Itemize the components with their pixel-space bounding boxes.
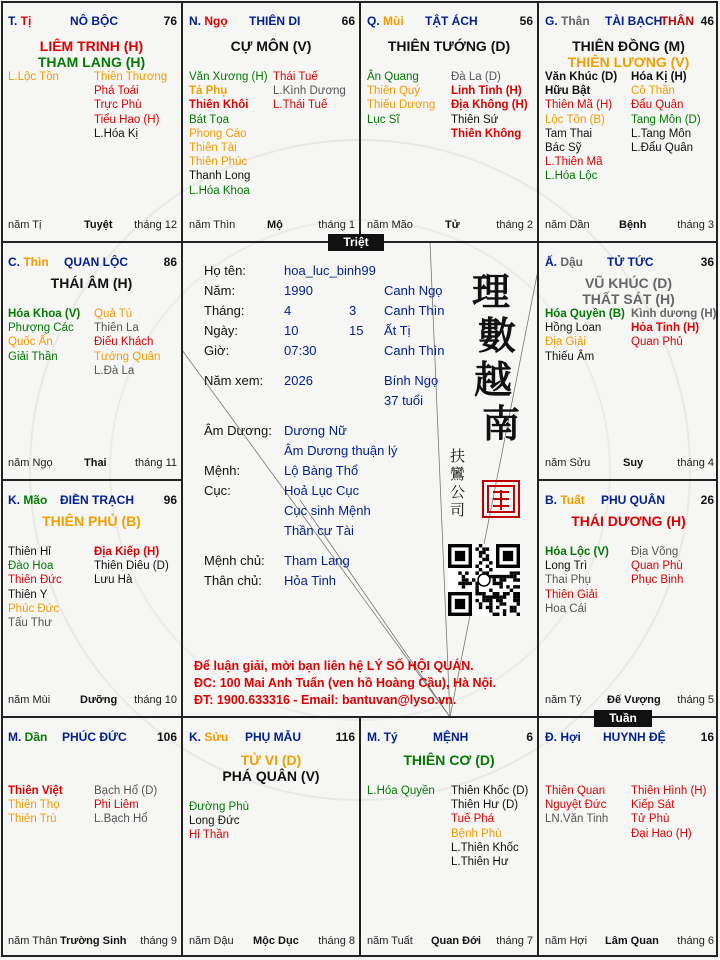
gio-label: Giờ: xyxy=(204,343,230,358)
minor-star: L.Hóa Quyền xyxy=(367,785,435,797)
minor-star: L.Kình Dương xyxy=(273,85,346,98)
center-info-panel xyxy=(182,242,538,717)
age-number: 46 xyxy=(700,14,714,28)
menh-value: Lộ Bàng Thổ xyxy=(284,463,359,478)
palace-position: M. Dần xyxy=(8,730,48,744)
year-label: năm Thìn xyxy=(189,219,236,231)
minor-stars-right xyxy=(451,784,528,869)
palace-header xyxy=(8,730,177,746)
triet-tag: Triệt xyxy=(328,234,384,251)
palace-name: QUAN LỘC xyxy=(64,255,128,269)
minor-star: Đào Hoa xyxy=(8,560,54,573)
palace-header xyxy=(367,730,533,746)
ngay-label: Ngày: xyxy=(204,323,238,338)
callig-char: 越 xyxy=(474,357,513,402)
tuan-tag: Tuần xyxy=(594,710,652,727)
palace-cell[interactable] xyxy=(2,243,181,479)
qr-pattern xyxy=(448,544,520,616)
minor-star: Quan Phù xyxy=(631,560,683,573)
minor-star: Thiên Đức xyxy=(8,574,62,587)
minor-star: L.Thiên Hư xyxy=(451,856,509,869)
minor-stars-right xyxy=(273,70,346,113)
main-star: CỰ MÔN (V) xyxy=(230,38,312,54)
month-label: tháng 2 xyxy=(496,219,533,231)
minor-star: Long Đức xyxy=(189,815,240,828)
month-label: tháng 9 xyxy=(140,935,177,947)
palace-footer xyxy=(545,457,714,471)
main-star: THIÊN CƠ (D) xyxy=(403,752,495,768)
main-star: LIÊM TRINH (H) xyxy=(39,38,144,54)
minor-star: Thiên Quý xyxy=(367,85,421,98)
life-stage: Mộ xyxy=(267,219,283,231)
palace-cell[interactable] xyxy=(539,481,718,716)
age-number: 66 xyxy=(341,14,355,28)
month-label: tháng 7 xyxy=(496,935,533,947)
life-stage: Lâm Quan xyxy=(605,935,659,947)
ho-ten-value: hoa_luc_binh99 xyxy=(284,263,376,278)
age-number: 26 xyxy=(700,493,714,507)
main-star: THAM LANG (H) xyxy=(37,54,146,70)
thang-am: 3 xyxy=(349,303,357,318)
minor-stars-left xyxy=(545,70,617,184)
palace-name: PHÚC ĐỨC xyxy=(62,730,127,744)
main-star: THIÊN LƯƠNG (V) xyxy=(567,54,690,70)
nam-xem-value: 2026 xyxy=(284,373,313,388)
palace-position: Q. Mùi xyxy=(367,14,404,28)
than-chu-label: Thân chủ: xyxy=(204,573,262,588)
cuc-label: Cục: xyxy=(204,483,231,498)
month-label: tháng 5 xyxy=(677,694,714,706)
minor-stars-right xyxy=(451,70,528,141)
palace-name: THIÊN DI xyxy=(249,14,301,28)
thang-can-chi: Canh Thìn xyxy=(384,303,445,318)
palace-position: N. Ngọ xyxy=(189,14,228,28)
palace-cell[interactable] xyxy=(2,718,181,957)
minor-star: Địa Võng xyxy=(631,546,679,558)
palace-name: NÔ BỘC xyxy=(70,14,118,28)
minor-star: Hỏa Tinh (H) xyxy=(631,322,700,335)
minor-star: Văn Xương (H) xyxy=(189,71,268,83)
minor-star: Hóa Lộc (V) xyxy=(545,546,609,558)
minor-star: Hoa Cái xyxy=(545,602,587,615)
minor-star: Lục Sĩ xyxy=(367,113,400,126)
minor-star: Hóa Khoa (V) xyxy=(8,308,81,320)
minor-star: Tam Thai xyxy=(545,127,593,140)
minor-star: Thiên Thọ xyxy=(8,799,60,812)
minor-star: Tướng Quân xyxy=(94,350,161,363)
minor-star: Địa Giải xyxy=(545,336,586,349)
palace-footer xyxy=(367,935,533,949)
cuc-value: Hoả Lục Cục xyxy=(284,483,360,498)
minor-stars-right xyxy=(631,784,706,841)
palace-footer xyxy=(8,219,177,233)
palace-cell[interactable] xyxy=(361,718,537,957)
age-number: 36 xyxy=(700,255,714,269)
palace-footer xyxy=(8,935,177,949)
life-stage: Dưỡng xyxy=(80,694,118,706)
minor-star: L.Thiên Khốc xyxy=(451,841,519,854)
palace-header xyxy=(189,14,355,30)
life-stage: Mộc Dục xyxy=(253,935,299,947)
palace-footer xyxy=(545,694,714,708)
qr-code[interactable] xyxy=(448,544,520,616)
palace-footer xyxy=(8,457,177,471)
nam-value: 1990 xyxy=(284,283,313,298)
life-stage: Đế Vượng xyxy=(607,694,661,706)
contact-line-1: Để luận giải, mời bạn liên hệ LÝ SỐ HỘI QUÁN. xyxy=(194,659,474,673)
minor-stars-left xyxy=(545,545,609,616)
minor-star: Tử Phù xyxy=(631,813,670,826)
age-number: 106 xyxy=(156,730,177,744)
minor-star: L.Hóa Kị xyxy=(94,127,139,140)
palace-footer xyxy=(545,219,714,233)
life-stage: Trường Sinh xyxy=(60,935,127,947)
minor-star: Long Trì xyxy=(545,560,588,573)
minor-star: Quốc Ấn xyxy=(8,336,53,349)
minor-star: Tang Môn (D) xyxy=(631,113,701,126)
ngay-can-chi: Ất Tị xyxy=(384,323,411,338)
minor-star: L.Thái Tuế xyxy=(273,99,328,112)
minor-star: Tiểu Hao (H) xyxy=(94,113,160,126)
minor-star: Địa Kiếp (H) xyxy=(94,546,160,558)
minor-star: Bệnh Phù xyxy=(451,827,502,840)
minor-star: Lưu Hà xyxy=(94,574,133,587)
minor-stars-left xyxy=(367,70,435,127)
minor-stars-right xyxy=(631,545,683,588)
minor-star: Linh Tinh (H) xyxy=(451,85,522,98)
callig-char: 南 xyxy=(482,401,521,446)
minor-star: Phong Cáo xyxy=(189,127,247,140)
menh-chu-value: Tham Lang xyxy=(284,553,350,568)
minor-star: Giải Thần xyxy=(8,350,58,363)
life-stage: Quan Đới xyxy=(431,935,481,947)
year-label: năm Tý xyxy=(545,694,582,706)
main-star: THIÊN ĐỒNG (M) xyxy=(572,38,685,54)
minor-stars-left xyxy=(545,784,608,827)
fuwen-char: 公 xyxy=(450,483,466,501)
minor-stars-right xyxy=(94,784,157,827)
menh-chu-label: Mệnh chủ: xyxy=(204,553,265,568)
minor-star: Bát Tọa xyxy=(189,113,230,126)
palace-position: M. Tý xyxy=(367,730,398,744)
month-label: tháng 8 xyxy=(318,935,355,947)
main-star: VŨ KHÚC (D) xyxy=(584,275,673,291)
year-label: năm Mão xyxy=(367,219,413,231)
minor-star: Trực Phù xyxy=(94,99,142,112)
minor-star: Thiên Diêu (D) xyxy=(94,560,169,573)
palace-header xyxy=(8,255,177,271)
minor-star: Tuế Phá xyxy=(451,813,495,826)
minor-star: Điếu Khách xyxy=(94,336,154,349)
minor-star: Đà La (D) xyxy=(451,71,501,83)
palace-cell[interactable] xyxy=(361,2,537,241)
main-star: TỬ VI (D) xyxy=(240,752,302,768)
palace-name: TẬT ÁCH xyxy=(425,14,478,28)
minor-star: Thiên Không xyxy=(451,127,522,140)
month-label: tháng 3 xyxy=(677,219,714,231)
contact-line-3: ĐT: 1900.633316 - Email: bantuvan@lyso.vn. xyxy=(194,693,457,707)
minor-star: Thiên Hư (D) xyxy=(451,799,519,812)
minor-stars-left xyxy=(189,70,268,198)
main-star: THÁI ÂM (H) xyxy=(50,275,133,291)
minor-star: LN.Văn Tinh xyxy=(545,813,609,826)
minor-star: Thiên La xyxy=(94,322,139,335)
minor-star: Phượng Các xyxy=(8,322,74,335)
am-duong-label: Âm Dương: xyxy=(204,423,272,438)
palace-position: T. Tị xyxy=(8,14,32,28)
minor-star: Tấu Thư xyxy=(8,617,52,630)
minor-star: Phi Liêm xyxy=(94,799,139,812)
minor-star: L.Đà La xyxy=(94,364,135,377)
minor-star: Cô Thần xyxy=(631,85,675,98)
minor-stars-left xyxy=(8,307,80,364)
callig-char: 數 xyxy=(478,313,517,358)
life-stage: Tử xyxy=(445,219,460,231)
age-number: 6 xyxy=(526,730,533,744)
year-label: năm Sửu xyxy=(545,457,591,469)
cuc-note: Cục sinh Mệnh xyxy=(284,503,371,518)
age-number: 96 xyxy=(163,493,177,507)
minor-star: L.Hóa Khoa xyxy=(189,184,250,197)
month-label: tháng 1 xyxy=(318,219,355,231)
minor-star: Thiếu Âm xyxy=(545,350,595,363)
minor-star: Thiên Khốc (D) xyxy=(451,785,529,797)
palace-header xyxy=(545,255,714,271)
year-label: năm Dần xyxy=(545,219,590,231)
age-number: 76 xyxy=(163,14,177,28)
minor-star: Ân Quang xyxy=(367,71,419,83)
palace-cell[interactable] xyxy=(183,2,359,241)
palace-position: K. Mão xyxy=(8,493,48,507)
year-label: năm Dậu xyxy=(189,935,234,947)
minor-star: Thiên Hình (H) xyxy=(631,785,707,797)
minor-star: L.Tang Môn xyxy=(631,127,692,140)
contact-line-2: ĐC: 100 Mai Anh Tuấn (ven hồ Hoàng Cầu), Hà Nội. xyxy=(194,676,497,690)
palace-cell[interactable] xyxy=(539,718,718,957)
minor-stars-right xyxy=(94,307,160,378)
palace-name: MỆNH xyxy=(433,730,469,744)
gio-value: 07:30 xyxy=(284,343,317,358)
palace-name: TỬ TỨC xyxy=(607,255,654,269)
thang-label: Tháng: xyxy=(204,303,245,318)
life-stage: Bệnh xyxy=(619,219,647,231)
year-label: năm Hợi xyxy=(545,935,588,947)
minor-stars-right xyxy=(631,70,701,155)
minor-star: Thiên Giải xyxy=(545,588,598,601)
palace-header xyxy=(367,14,533,30)
palace-name: ĐIỀN TRẠCH xyxy=(60,493,134,507)
month-label: tháng 6 xyxy=(677,935,714,947)
minor-star: Bạch Hổ (D) xyxy=(94,785,158,797)
palace-position: C. Thìn xyxy=(8,255,49,269)
year-label: năm Tuất xyxy=(367,935,413,947)
fuwen-char: 鸞 xyxy=(450,465,466,483)
palace-position: Ấ. Dậu xyxy=(545,255,584,269)
minor-stars-left xyxy=(545,307,625,364)
minor-star: Đẩu Quân xyxy=(631,99,684,112)
cuc-note-2: Thần cư Tài xyxy=(284,523,354,538)
minor-star: Thiếu Dương xyxy=(367,99,436,112)
minor-star: Thiên Y xyxy=(8,588,48,601)
fuwen-char: 扶 xyxy=(450,447,466,465)
palace-position: K. Sửu xyxy=(189,730,229,744)
palace-footer xyxy=(189,935,355,949)
minor-star: Thiên Khôi xyxy=(189,99,249,112)
fuwen-text xyxy=(450,447,466,519)
main-star: THIÊN TƯỚNG (D) xyxy=(387,38,511,54)
minor-stars-right xyxy=(631,307,716,350)
fuwen-char: 司 xyxy=(450,501,466,519)
minor-stars-left xyxy=(8,545,62,630)
minor-star: Thiên Mã (H) xyxy=(545,99,613,112)
minor-star: L.Đẩu Quân xyxy=(631,142,694,155)
palace-name: PHỤ MẪU xyxy=(245,730,301,744)
minor-star: Phá Toái xyxy=(94,85,139,98)
palace-footer xyxy=(367,219,533,233)
nam-label: Năm: xyxy=(204,283,236,298)
palace-footer xyxy=(8,694,177,708)
palace-header xyxy=(189,730,355,746)
palace-cell[interactable] xyxy=(539,243,718,479)
callig-char: 理 xyxy=(472,269,511,314)
palace-name: HUYNH ĐỆ xyxy=(603,730,666,744)
main-star: PHÁ QUÂN (V) xyxy=(222,768,320,784)
palace-cell[interactable] xyxy=(539,2,718,241)
minor-stars-right xyxy=(94,70,167,141)
minor-star: Văn Khúc (D) xyxy=(545,71,618,83)
minor-star: Thanh Long xyxy=(189,170,251,183)
minor-stars-left xyxy=(8,70,59,84)
menh-label: Mệnh: xyxy=(204,463,241,478)
minor-star: Đường Phù xyxy=(189,801,249,813)
minor-stars-right xyxy=(94,545,169,588)
minor-star: Quan Phủ xyxy=(631,336,683,349)
palace-header xyxy=(545,730,714,746)
tuoi-value: 37 tuổi xyxy=(384,393,424,408)
am-duong-note: Âm Dương thuận lý xyxy=(284,443,398,458)
red-seal-stamp xyxy=(482,480,520,518)
minor-star: Thiên Hỉ xyxy=(8,546,51,558)
minor-star: Thiên Việt xyxy=(8,785,63,797)
than-marker: THÂN xyxy=(660,14,694,28)
palace-header xyxy=(545,14,714,30)
palace-footer xyxy=(545,935,714,949)
minor-star: L.Bạch Hổ xyxy=(94,813,148,826)
year-label: năm Thân xyxy=(8,935,58,947)
minor-star: Thiên Thương xyxy=(94,71,168,83)
ngay-am: 15 xyxy=(349,323,364,338)
palace-header xyxy=(545,493,714,509)
year-label: năm Ngọ xyxy=(8,457,53,469)
minor-star: Địa Không (H) xyxy=(451,99,528,112)
minor-star: Thiên Tài xyxy=(189,142,237,155)
am-duong-value: Dương Nữ xyxy=(284,423,347,438)
seal-pattern xyxy=(484,482,518,516)
month-label: tháng 11 xyxy=(134,457,177,469)
minor-star: Thiên Quan xyxy=(545,785,606,797)
calligraphy-logo xyxy=(472,270,532,446)
minor-stars-left xyxy=(189,800,249,843)
minor-star: Hỉ Thần xyxy=(189,829,230,842)
month-label: tháng 12 xyxy=(134,219,177,231)
palace-position: B. Tuất xyxy=(545,493,585,507)
nam-can-chi: Canh Ngọ xyxy=(384,283,443,298)
minor-star: Thiên Trù xyxy=(8,813,57,826)
minor-star: Quả Tú xyxy=(94,308,133,320)
palace-position: G. Thân xyxy=(545,14,590,28)
life-stage: Thai xyxy=(84,457,107,469)
nam-xem-can-chi: Bính Ngọ xyxy=(384,373,439,388)
minor-star: L.Lộc Tồn xyxy=(8,71,59,83)
palace-cell[interactable] xyxy=(183,718,359,957)
month-label: tháng 10 xyxy=(134,694,177,706)
minor-star: Kình dương (H) xyxy=(631,308,717,320)
minor-star: Thái Tuế xyxy=(273,71,318,83)
minor-star: Thai Phụ xyxy=(545,574,592,587)
ho-ten-label: Họ tên: xyxy=(204,263,246,278)
minor-star: L.Hóa Lộc xyxy=(545,170,598,183)
minor-star: Hữu Bật xyxy=(545,85,591,98)
month-label: tháng 4 xyxy=(677,457,714,469)
age-number: 86 xyxy=(163,255,177,269)
minor-star: Hóa Kị (H) xyxy=(631,71,687,83)
nam-xem-label: Năm xem: xyxy=(204,373,264,388)
minor-star: Nguyệt Đức xyxy=(545,799,607,812)
main-star: THIÊN PHỦ (B) xyxy=(42,513,141,529)
minor-star: Đại Hao (H) xyxy=(631,827,692,840)
thang-duong: 4 xyxy=(284,303,292,318)
palace-header xyxy=(8,493,177,509)
age-number: 56 xyxy=(519,14,533,28)
year-label: năm Mùi xyxy=(8,694,51,706)
minor-star: Bác Sỹ xyxy=(545,142,582,155)
palace-footer xyxy=(189,219,355,233)
palace-name: TÀI BẠCH xyxy=(605,14,663,28)
minor-stars-left xyxy=(8,784,63,827)
palace-header xyxy=(8,14,177,30)
minor-star: Lộc Tồn (B) xyxy=(545,113,605,126)
palace-position: Đ. Hợi xyxy=(545,730,581,744)
life-stage: Tuyệt xyxy=(84,219,113,231)
palace-cell[interactable] xyxy=(2,481,181,716)
minor-star: Thiên Sứ xyxy=(451,113,499,126)
main-star: THÁI DƯƠNG (H) xyxy=(571,513,686,529)
minor-star: Thiên Phúc xyxy=(189,156,248,169)
age-number: 16 xyxy=(700,730,714,744)
minor-stars-left xyxy=(367,784,435,798)
minor-star: L.Thiên Mã xyxy=(545,156,603,169)
gio-can-chi: Canh Thìn xyxy=(384,343,445,358)
palace-name: PHU QUÂN xyxy=(601,493,666,507)
minor-star: Phục Binh xyxy=(631,574,684,587)
life-stage: Suy xyxy=(623,457,644,469)
minor-star: Phúc Đức xyxy=(8,602,60,615)
minor-star: Kiếp Sát xyxy=(631,799,675,812)
minor-star: Tả Phụ xyxy=(189,85,228,98)
year-label: năm Tị xyxy=(8,219,42,231)
minor-star: Hồng Loan xyxy=(545,322,602,335)
than-chu-value: Hỏa Tinh xyxy=(284,573,337,588)
ngay-duong: 10 xyxy=(284,323,299,338)
main-star: THẤT SÁT (H) xyxy=(582,291,675,307)
age-number: 116 xyxy=(335,730,355,744)
palace-cell[interactable] xyxy=(2,2,181,241)
minor-star: Hóa Quyền (B) xyxy=(545,308,625,320)
